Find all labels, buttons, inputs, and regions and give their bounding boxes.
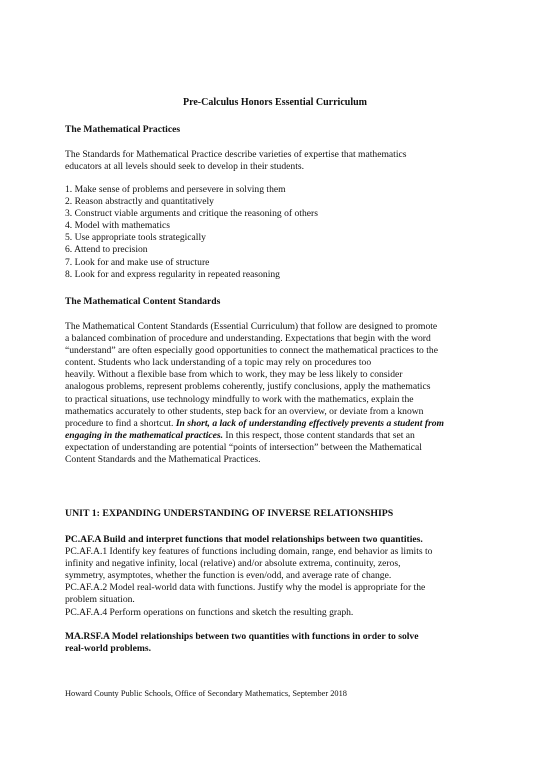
practices-heading-text: The Mathematical Practices — [65, 124, 181, 135]
practice-item: 2. Reason abstractly and quantitatively — [65, 196, 214, 208]
unit-heading — [65, 508, 490, 520]
paragraph-line — [65, 430, 490, 442]
paragraph-line: content. Students who lack understanding of a topic may rely on procedures too — [65, 357, 372, 369]
unit-heading-text: UNIT 1: EXPANDING UNDERSTANDING OF INVERSE RELATIONSHIPS — [65, 508, 394, 519]
standard-heading: real-world problems. — [65, 643, 151, 655]
document-title: Pre-Calculus Honors Essential Curriculum — [183, 97, 367, 108]
emphasized-text: In short, a lack of understanding effectively prevents a student from — [175, 417, 445, 429]
paragraph-line: analogous problems, represent problems coherently, justify conclusions, apply the mathematics — [65, 381, 431, 393]
paragraph-line: to practical situations, use technology mindfully to work with the mathematics, explain the — [65, 393, 414, 405]
paragraph-line: a balanced combination of procedure and understanding. Expectations that begin with the word — [65, 333, 431, 345]
paragraph-text: In this respect, those content standards that set an — [223, 429, 415, 441]
practices-intro — [65, 149, 490, 173]
paragraph-line: “understand” are often especially good opportunities to connect the mathematical practices to the — [65, 345, 438, 357]
practices-intro-line: educators at all levels should seek to develop in their students. — [65, 161, 304, 173]
standard-line: problem situation. — [65, 594, 135, 606]
paragraph-line: expectation of understanding are potential “points of intersection” between the Mathematical — [65, 441, 422, 453]
standard-marsf — [65, 631, 490, 655]
practice-item: 5. Use appropriate tools strategically — [65, 232, 206, 244]
paragraph-line: Content Standards and the Mathematical Practices. — [65, 454, 261, 466]
content-standards-heading — [65, 296, 490, 308]
practice-item: 4. Model with mathematics — [65, 220, 170, 232]
practice-item: 7. Look for and make use of structure — [65, 256, 210, 268]
standard-line: PC.AF.A.2 Model real-world data with functions. Justify why the model is appropriate for the — [65, 582, 426, 594]
content-standards-paragraph — [65, 321, 490, 466]
standard-line: infinity and negative infinity, local (relative) and/or absolute extrema, continuity, zeros, — [65, 558, 401, 570]
standard-heading: PC.AF.A Build and interpret functions that model relationships between two quantities. — [65, 534, 423, 545]
paragraph-line: heavily. Without a flexible base from which to work, they may be less likely to consider — [65, 369, 403, 381]
standard-line: PC.AF.A.1 Identify key features of functions including domain, range, end behavior as limits to — [65, 546, 433, 558]
practice-item: 1. Make sense of problems and persevere in solving them — [65, 184, 286, 195]
practices-heading — [65, 124, 490, 136]
standard-pcaf — [65, 534, 490, 619]
standard-line: PC.AF.A.4 Perform operations on functions and sketch the resulting graph. — [65, 606, 354, 618]
content-standards-heading-text: The Mathematical Content Standards — [65, 296, 221, 307]
practice-item: 6. Attend to precision — [65, 244, 148, 256]
practices-intro-line: The Standards for Mathematical Practice describe varieties of expertise that mathematics — [65, 149, 407, 160]
standard-heading: MA.RSF.A Model relationships between two quantities with functions in order to solve — [65, 631, 419, 642]
paragraph-line: The Mathematical Content Standards (Essential Curriculum) that follow are designed to promote — [65, 321, 438, 332]
standard-line: symmetry, asymptotes, whether the function is even/odd, and average rate of change. — [65, 570, 392, 582]
page-footer: Howard County Public Schools, Office of Secondary Mathematics, September 2018 — [65, 689, 347, 698]
practice-item: 3. Construct viable arguments and critique the reasoning of others — [65, 208, 318, 220]
practice-item: 8. Look for and express regularity in repeated reasoning — [65, 268, 280, 280]
paragraph-line — [65, 418, 490, 430]
paragraph-text: procedure to find a shortcut. — [65, 417, 176, 429]
emphasized-text: engaging in the mathematical practices. — [65, 429, 224, 441]
paragraph-line: mathematics accurately to other students, step back for an overview, or deviate from a known — [65, 405, 424, 417]
practices-list — [65, 184, 490, 281]
